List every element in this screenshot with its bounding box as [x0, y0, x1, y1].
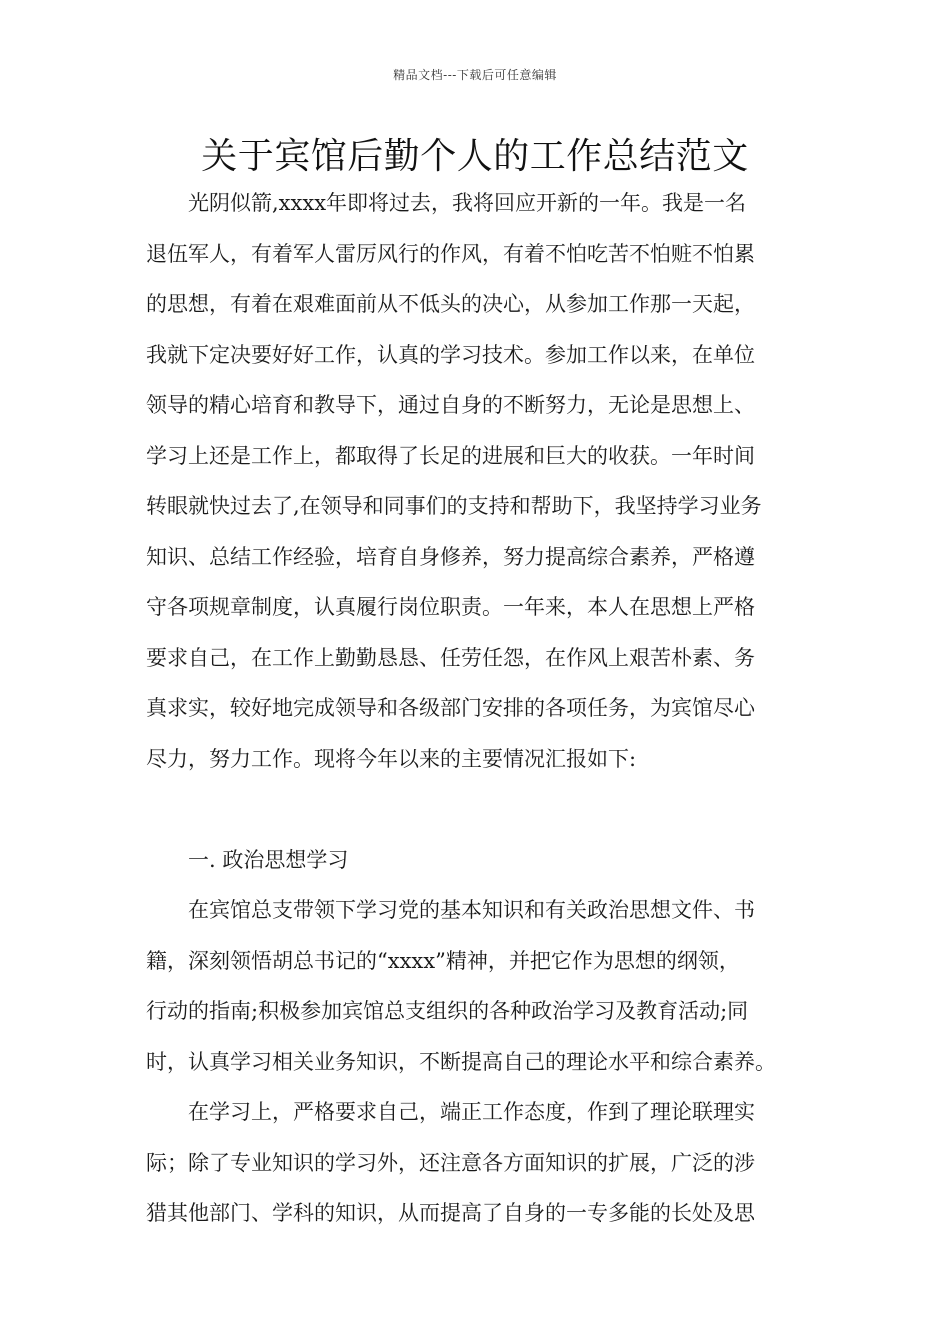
paragraph-line: 尽力，努力工作。现将今年以来的主要情况汇报如下: — [146, 746, 637, 771]
paragraph-line: 退伍军人，有着军人雷厉风行的作风，有着不怕吃苦不怕赃不怕累 — [146, 241, 755, 266]
paragraph-line: 在宾馆总支带领下学习党的基本知识和有关政治思想文件、书 — [188, 898, 755, 922]
header-note: 精品文档---下载后可任意编辑 — [393, 68, 557, 82]
paragraph-line: 光阴似箭,xxxx年即将过去，我将回应开新的一年。我是一名 — [188, 191, 747, 215]
paragraph-line: 际；除了专业知识的学习外，还注意各方面知识的扩展，广泛的涉 — [146, 1150, 755, 1175]
paragraph-line: 转眼就快过去了,在领导和同事们的支持和帮助下，我坚持学习业务 — [146, 494, 762, 518]
intro-paragraph — [146, 178, 808, 784]
paragraph-line: 猎其他部门、学科的知识，从而提高了自身的一专多能的长处及思 — [146, 1201, 755, 1225]
section-heading: 一. 政治思想学习 — [188, 847, 349, 872]
paragraph-line: 要求自己，在工作上勤勤恳恳、任劳任怨，在作风上艰苦朴素、务 — [146, 645, 755, 670]
paragraph-line: 领导的精心培育和教导下，通过自身的不断努力，无论是思想上、 — [146, 393, 755, 417]
paragraph-2 — [146, 885, 808, 1087]
paragraph-line: 的思想，有着在艰难面前从不低头的决心，从参加工作那一天起， — [146, 292, 755, 316]
paragraph-line: 我就下定决要好好工作，认真的学习技术。参加工作以来，在单位 — [146, 342, 755, 367]
paragraph-3 — [146, 1087, 808, 1239]
paragraph-line: 学习上还是工作上，都取得了长足的进展和巨大的收获。一年时间 — [146, 443, 755, 468]
paragraph-line: 守各项规章制度，认真履行岗位职责。一年来，本人在思想上严格 — [146, 595, 755, 619]
paragraph-line: 真求实，较好地完成领导和各级部门安排的各项任务，为宾馆尽心 — [146, 696, 755, 720]
paragraph-line: 时，认真学习相关业务知识，不断提高自己的理论水平和综合素养。 — [146, 1049, 776, 1074]
paragraph-line: 在学习上，严格要求自己，端正工作态度，作到了理论联理实 — [188, 1100, 755, 1124]
blank-line — [146, 784, 808, 835]
document-body — [146, 178, 808, 1239]
paragraph-line: 籍，深刻领悟胡总书记的“xxxx”精神，并把它作为思想的纲领， — [146, 948, 740, 973]
paragraph-line: 行动的指南;积极参加宾馆总支组织的各种政治学习及教育活动;同 — [146, 999, 749, 1023]
paragraph-line: 知识、总结工作经验，培育自身修养，努力提高综合素养，严格遵 — [146, 544, 755, 569]
document-title: 关于宾馆后勤个人的工作总结范文 — [201, 136, 749, 177]
